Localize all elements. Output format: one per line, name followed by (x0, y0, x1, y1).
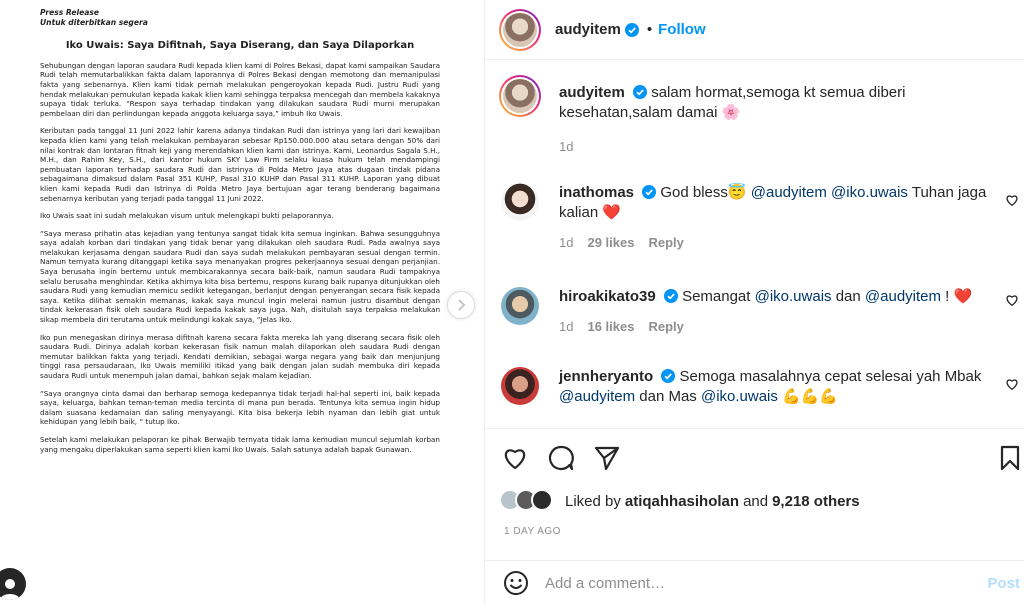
mention-link[interactable]: @audyitem (864, 288, 941, 305)
likes-middle: and (743, 492, 769, 510)
comment-username[interactable]: inathomas (559, 184, 635, 201)
emoji-icon[interactable] (503, 570, 529, 596)
comment-text: dan (831, 288, 865, 305)
comment-icon[interactable] (547, 444, 575, 472)
avatar (503, 79, 537, 113)
section-divider (485, 428, 1024, 429)
comment-text: God bless😇 (660, 184, 751, 201)
user-silhouette-icon (0, 576, 21, 600)
post-header (485, 0, 1024, 60)
avatar[interactable] (501, 367, 539, 405)
likes-user-link[interactable]: atiqahhasiholan (624, 492, 740, 510)
heart-icon[interactable] (1005, 193, 1019, 207)
verified-badge-icon (642, 185, 656, 199)
bookmark-icon[interactable] (996, 444, 1024, 472)
caption (499, 75, 1019, 159)
avatar[interactable] (501, 183, 539, 221)
heart-icon[interactable] (1005, 377, 1019, 391)
comment-item (499, 285, 1019, 365)
mention-link[interactable]: @audyitem (750, 184, 827, 201)
press-release-title: Iko Uwais: Saya Difitnah, Saya Diserang, dan Saya Dilaporkan (65, 40, 415, 52)
carousel-next-button[interactable] (447, 291, 475, 319)
press-release-label: Press Release (40, 8, 100, 17)
doc-paragraph: Iko pun menegaskan dirinya merasa difitnah karena secara fakta mereka lah yang diserang secara fisik oleh saudara Rudi. Dirinya adalah korban kekerasan fisik namun malah dilaporkan oleh saudara Rudi dengan memutar balikkan fakta yang terjadi. Kendati demikian, sebagai warga negara yang baik dan menjunjung tinggi rasa persaudaraan, Iko Uwais memiliki itikad yang baik dengan jalan sudah membuka diri kepada saudara Rudi untuk menempuh jalan damai, bahkan sejak malam kejadian. (40, 332, 440, 380)
doc-paragraph: Setelah kami melakukan pelaporan ke pihak Berwajib ternyata tidak lama kemudian muncul sejumlah korban yang mengaku diperlakukan sama seperti klien kami Iko Uwais. Salah satunya adalah bapak Gunawan. (40, 434, 440, 454)
comment-text: Semoga masalahnya cepat selesai yah Mbak (679, 368, 982, 385)
story-ring[interactable] (499, 75, 541, 117)
comment-item (499, 181, 1019, 261)
story-ring[interactable] (499, 9, 541, 51)
comment-likes[interactable]: 16 likes (587, 319, 635, 334)
post-side-panel (485, 0, 1024, 605)
header-username[interactable]: audyitem (555, 21, 621, 38)
comment-username[interactable]: jennheryanto (559, 368, 654, 385)
doc-paragraph: Keributan pada tanggal 11 Juni 2022 lahir karena adanya tindakan Rudi dan istrinya yang lari dari kewajiban kepada klien kami yang telah melakukan pembayaran sebesar Rp150.000.000 atau setara dengan 50% dari nilai kontrak dan lontaran fitnah keji yang merendahkan klien kami dan istrinya. Kami, Leonardus Sagala S.H., M.H., dan Rahim Key, S.H., dari kantor hukum SKY Law Firm selaku kuasa hukum telah mendampingi pembuatan laporan terhadap saudara Rudi dan istrinya di Polda Metro Jaya atas dugaan tindak pidana sebagaimana dimaksud dalam Pasal 351 KUHP, Pasal 310 KUHP dan Pasal 311 KUHP. Laporan yang dibuat klien kami kepada Rudi dan Istrinya di Polda Metro Jaya bertujuan agar terang benderang bagaimana sebenarnya keributan yang terjadi pada tanggal 11 Juni 2022. (40, 126, 440, 203)
mention-link[interactable]: @iko.uwais (700, 388, 778, 405)
avatar (531, 489, 553, 511)
comment-time[interactable]: 1d (559, 235, 574, 250)
post-comment-button[interactable]: Post (987, 574, 1020, 592)
comment-time[interactable]: 1d (559, 319, 574, 334)
verified-badge-icon (633, 85, 647, 99)
follow-button[interactable]: Follow (658, 21, 706, 38)
reply-button[interactable]: Reply (648, 235, 684, 250)
avatar (503, 13, 537, 47)
chevron-right-icon (456, 299, 466, 311)
post-image-press-release (0, 0, 484, 605)
comment-text: Tuhan jaga kalian ❤️ (559, 184, 987, 221)
comment-text: Semangat (682, 288, 755, 305)
profile-corner-avatar[interactable] (0, 568, 26, 600)
caption-text: salam hormat,semoga kt semua diberi kesehatan,salam damai 🌸 (559, 84, 906, 121)
caption-time[interactable]: 1d (559, 139, 574, 154)
comments-list (485, 61, 1024, 426)
press-release-document (40, 8, 440, 462)
press-release-sublabel: Untuk diterbitkan segera (40, 17, 148, 27)
verified-badge-icon (625, 23, 639, 37)
comment-text: 💪💪💪 (777, 388, 839, 405)
caption-username[interactable]: audyitem (559, 84, 625, 101)
verified-badge-icon (661, 369, 675, 383)
heart-icon[interactable] (1005, 293, 1019, 307)
post-timestamp[interactable]: 1 DAY AGO (504, 526, 561, 537)
comment-item (499, 365, 1019, 425)
add-comment-bar (485, 560, 1024, 605)
likes-prefix: Liked by (565, 492, 621, 510)
likes-summary (499, 488, 860, 514)
likes-count-link[interactable]: 9,218 others (772, 492, 860, 510)
doc-paragraph: “Saya merasa prihatin atas kejadian yang tentunya sangat tidak kita semua inginkan. Bahwa sesungguhnya saya adalah korban dari tindakan yang tidak benar yang dilakukan oleh saudara Rudi. Pada awalnya saya melakukan kerjasama dengan saudara Rudi dan saya sudah melakukan pembayaran sesuai dengan termin. Namun ternyata kurang ditanggapi ketika saya menanyakan progres pekerjaannya sesuai dengan perjanjian. Saya berusaha ingin bertemu untuk membicarakannya secara baik-baik, namun saudara Rudi tampaknya selalu berusaha menghindar. Ketika akhirnya kita bisa bertemu, respons kurang baik rupanya ditunjukkan oleh saudara Rudi yang kemudian memicu sedikit ketegangan, berlanjut dengan penyerangan secara fisik kepada saya. Ketika dilihat semakin memanas, kakak saya muncul ingin melerai namun justru disambut dengan tindak kekerasan fisik oleh saudara Rudi kepada kakak saya juga. Nah, disitulah saya terpaksa melakukan sikap membela diri terutama untuk melindungi kakak saya, “Jelas Iko. (40, 228, 440, 325)
send-icon[interactable] (593, 444, 621, 472)
reply-button[interactable]: Reply (648, 319, 684, 334)
doc-paragraph: Sehubungan dengan laporan saudara Rudi kepada klien kami di Polres Bekasi, dapat kami sampaikan Saudara Rudi telah memutarbalikkan fakta dalam laporannya di Polres Bekasi dengan memotong dan memanipulasi fakta yang sebenarnya. Klien kami tidak pernah melakukan pengeroyokan kepada Rudi. Justru Rudi yang hendak melakukan pemukulan kepada kakak klien kami sehingga terpaksa mencegah dan membela kakaknya supaya tidak terluka. “Respon saya terhadap tindakan yang dilakukan saudara Rudi murni merupakan pembelaan diri dan perlindungan kepada anggota keluarga saya,” imbuh Iko Uwais. (40, 60, 440, 118)
comment-input[interactable] (545, 575, 987, 592)
verified-badge-icon (664, 289, 678, 303)
doc-paragraph: Iko Uwais saat ini sudah melakukan visum untuk melengkapi bukti pelaporannya. (40, 211, 334, 221)
comment-username[interactable]: hiroakikato39 (559, 288, 656, 305)
heart-icon[interactable] (501, 444, 529, 472)
header-separator: • (646, 21, 653, 38)
avatar[interactable] (501, 287, 539, 325)
mention-link[interactable]: @audyitem (559, 388, 636, 405)
liker-avatars (499, 489, 555, 513)
comment-text: ! ❤️ (941, 288, 973, 305)
post-actions-bar (485, 440, 1024, 476)
comment-likes[interactable]: 29 likes (587, 235, 635, 250)
mention-link[interactable]: @iko.uwais (831, 184, 908, 201)
doc-paragraph: “Saya orangnya cinta damai dan berharap semoga kedepannya tidak terjadi hal-hal seperti ini, baik kepada saya, keluarga, bahkan teman-teman media tercinta di mana pun berada. Tentunya kita semua ingin hidup dalam suasana kedamaian dan saling menyayangi. Kita bisa bekerja lebih nyaman dan lebih giat untuk kehidupan yang lebih baik, “ tutup Iko. (40, 388, 440, 427)
comment-text: dan Mas (635, 388, 701, 405)
mention-link[interactable]: @iko.uwais (754, 288, 832, 305)
